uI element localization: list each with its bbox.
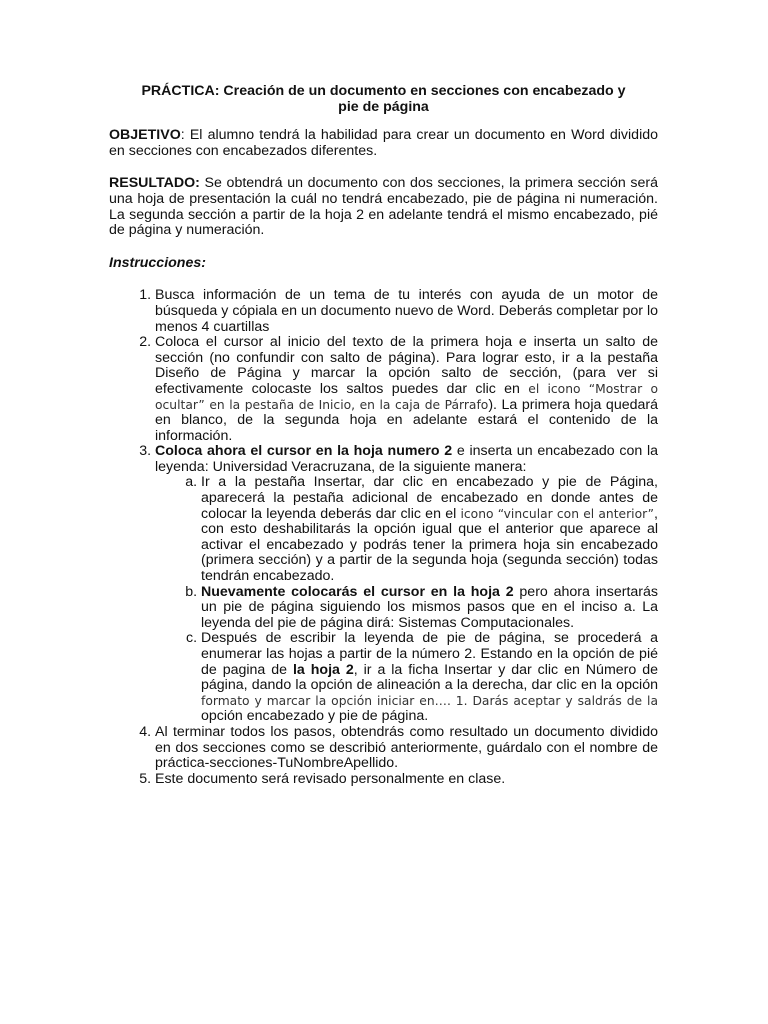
step-2 <box>155 335 658 444</box>
substep-a-text-2: , con esto deshabilitarás la opción igual que el anterior que aparece al activar el encabezado y podrás tener la primera hoja sin encabezado (primera sección) y a partir de la segunda hoja (segunda sección) todas tendrán encabezado. <box>201 505 658 585</box>
step-3 <box>155 444 658 725</box>
step-2-alt-text: el icono “Mostrar o ocultar” en la pestaña de Inicio, en la caja de Párrafo <box>155 381 658 412</box>
substep-c-text-3: opción encabezado y pie de página. <box>201 708 429 725</box>
substep-a <box>201 475 658 584</box>
document-body <box>109 84 658 787</box>
title-line-2: pie de página <box>338 98 429 115</box>
step-2-text-b: ). La primera hoja quedará en blanco, de la segunda hoja en adelante estará el contenido de la información. <box>155 396 658 444</box>
substep-c-alt-text: formato y marcar la opción iniciar en…. 1. Darás aceptar y saldrás de la <box>201 693 658 708</box>
resultado-paragraph <box>109 176 658 238</box>
objetivo-text: : El alumno tendrá la habilidad para crear un documento en Word dividido en secciones con encabezados diferentes. <box>109 127 658 159</box>
step-4-text: Al terminar todos los pasos, obtendrás como resultado un documento dividido en dos secciones como se describió anteriormente, guárdalo con el nombre de práctica-secciones-TuNombreApellido. <box>155 723 658 772</box>
substep-a-alt-text: icono “vincular con el anterior” <box>460 506 655 521</box>
instrucciones-heading: Instrucciones: <box>109 254 206 271</box>
resultado-label: RESULTADO: <box>109 175 200 192</box>
substep-c-text-2: , ir a la ficha Insertar y dar clic en Número de página, dando la opción de alineación a la derecha, dar clic en la opción <box>201 661 658 694</box>
step-3-text: e inserta un encabezado con la leyenda: Universidad Veracruzana, de la siguiente manera: <box>155 443 658 475</box>
substep-c-bold: la hoja 2 <box>292 661 354 678</box>
resultado-text: Se obtendrá un documento con dos secciones, la primera sección será una hoja de presentación la cuál no tendrá encabezado, pie de página ni numeración. La segunda sección a partir de la hoja 2 en adelante tendrá el mismo encabezado, pié de página y numeración. <box>109 175 658 239</box>
instructions-list <box>109 288 658 787</box>
step-3-bold: Coloca ahora el cursor en la hoja numero 2 <box>155 443 453 460</box>
step-4 <box>155 725 658 772</box>
step-3-sublist <box>155 475 658 725</box>
substep-b <box>201 585 658 632</box>
title-line-1: PRÁCTICA: Creación de un documento en secciones con encabezado y <box>141 83 626 99</box>
substep-b-bold: Nuevamente colocarás el cursor en la hoja 2 <box>201 583 514 600</box>
objetivo-paragraph <box>109 128 658 159</box>
step-2-text-a: Coloca el cursor al inicio del texto de la primera hoja e inserta un salto de sección (no confundir con salto de página). Para lograr esto, ir a la pestaña Diseño de Página y marcar la opción salto de sección, (para ver si efectivamente colocaste los saltos puedes dar clic en <box>155 334 658 397</box>
substep-a-text-1: Ir a la pestaña Insertar, dar clic en encabezado y pie de Página, aparecerá la pestaña adicional de encabezado en donde antes de colocar la leyenda deberás dar clic en el <box>201 474 658 522</box>
substep-c <box>201 631 658 725</box>
step-5-text: Este documento será revisado personalmente en clase. <box>155 770 506 787</box>
step-1 <box>155 288 658 335</box>
objetivo-label: OBJETIVO <box>109 127 181 144</box>
substep-b-text: pero ahora insertarás un pie de página siguiendo los mismos pasos que en el inciso a. La leyenda del pie de página dirá: Sistemas Computacionales. <box>201 583 658 631</box>
document-title <box>109 84 658 115</box>
step-1-text: Busca información de un tema de tu interés con ayuda de un motor de búsqueda y cópiala en un documento nuevo de Word. Deberás completar por lo menos 4 cuartillas <box>155 287 658 335</box>
substep-c-text-1: Después de escribir la leyenda de pie de página, se procederá a enumerar las hojas a partir de la número 2. Estando en la opción de pié de pagina de <box>201 630 658 678</box>
step-5 <box>155 772 658 788</box>
